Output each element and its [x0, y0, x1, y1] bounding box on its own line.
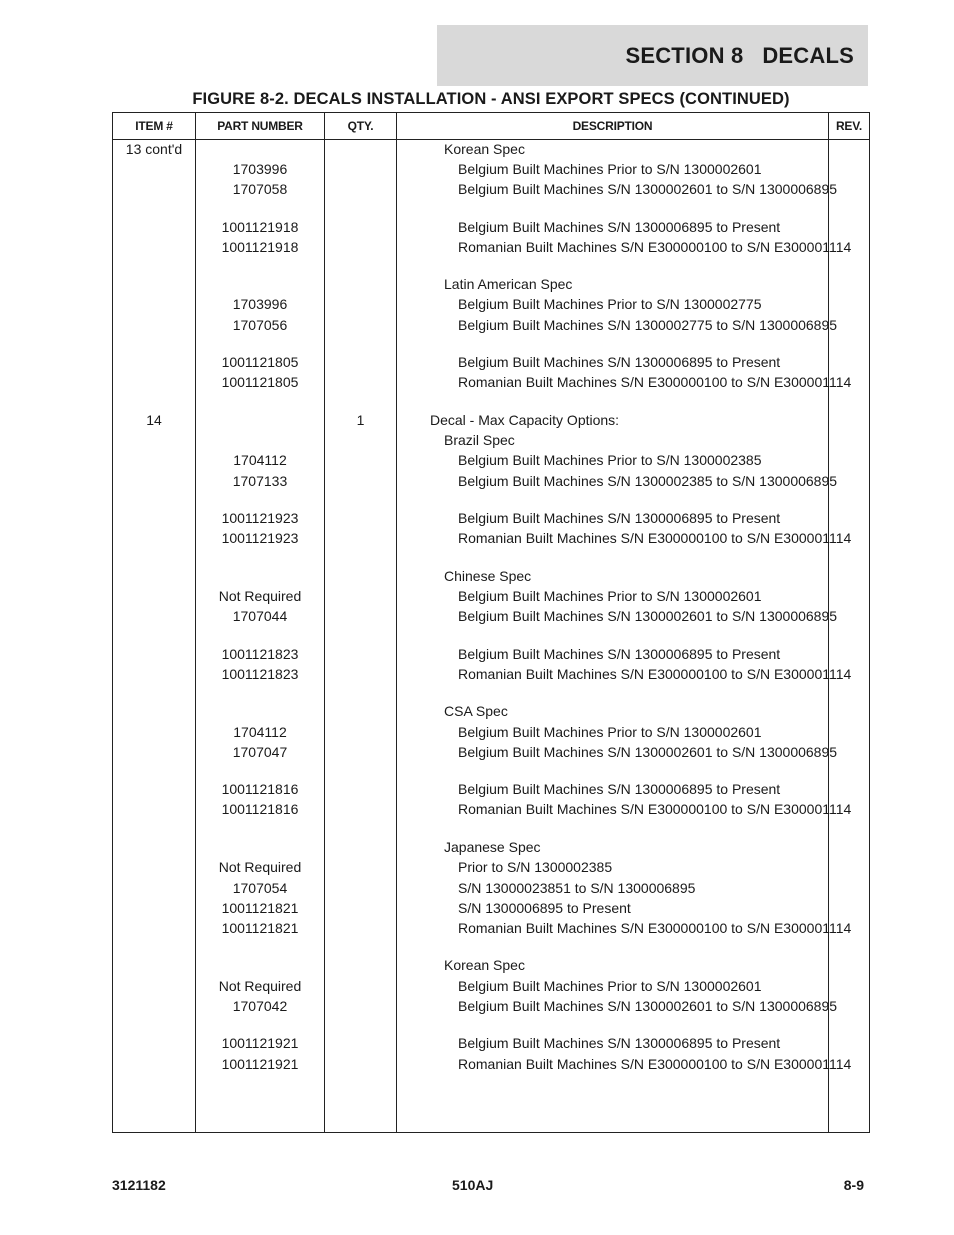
description-cell: Belgium Built Machines Prior to S/N 1300002385 — [458, 452, 762, 468]
description-cell: Belgium Built Machines S/N 1300006895 to Present — [458, 510, 781, 526]
description-cell: Korean Spec — [444, 141, 525, 157]
header-divider — [113, 139, 869, 140]
part-number-cell: 1001121823 — [221, 646, 299, 662]
description-cell: Chinese Spec — [444, 568, 532, 584]
part-number-cell: Not Required — [218, 859, 302, 875]
description-cell: Romanian Built Machines S/N E300000100 to S/N E300001114 — [458, 239, 852, 255]
table-row — [113, 801, 869, 839]
part-number-cell: Not Required — [218, 588, 302, 604]
part-number-cell: 1707058 — [232, 181, 288, 197]
part-number-cell: 1707133 — [232, 473, 288, 489]
description-cell: Belgium Built Machines S/N 1300006895 to Present — [458, 646, 781, 662]
description-cell: Romanian Built Machines S/N E300000100 to S/N E300001114 — [458, 666, 852, 682]
part-number-cell: 1001121805 — [221, 354, 299, 370]
part-number-cell: 1001121918 — [221, 239, 299, 255]
description-cell: Belgium Built Machines Prior to S/N 1300002601 — [458, 161, 762, 177]
description-cell: Belgium Built Machines S/N 1300002601 to S/N 1300006895 — [458, 608, 838, 624]
item-number-cell: 14 — [146, 412, 162, 428]
part-number-cell: 1707042 — [232, 998, 288, 1014]
table-row — [113, 161, 869, 181]
part-number-cell: 1707056 — [232, 317, 288, 333]
description-cell: Belgium Built Machines S/N 1300002601 to S/N 1300006895 — [458, 998, 838, 1014]
description-cell: Belgium Built Machines Prior to S/N 1300002601 — [458, 724, 762, 740]
table-row — [113, 296, 869, 317]
decals-table — [112, 112, 870, 1133]
table-row — [113, 900, 869, 920]
part-number-cell: 1001121923 — [221, 510, 299, 526]
description-cell: Prior to S/N 1300002385 — [458, 859, 613, 875]
description-cell: Belgium Built Machines S/N 1300006895 to Present — [458, 354, 781, 370]
table-row — [113, 608, 869, 646]
table-row — [113, 744, 869, 781]
description-cell: Belgium Built Machines S/N 1300002601 to S/N 1300006895 — [458, 181, 838, 197]
table-row — [113, 703, 869, 724]
description-cell: Belgium Built Machines Prior to S/N 1300002775 — [458, 296, 762, 312]
description-cell: Romanian Built Machines S/N E300000100 to S/N E300001114 — [458, 1056, 852, 1072]
part-number-cell: 1707054 — [232, 880, 288, 896]
description-cell: S/N 13000023851 to S/N 1300006895 — [458, 880, 696, 896]
table-row — [113, 374, 869, 412]
figure-title: FIGURE 8-2. DECALS INSTALLATION - ANSI EXPORT SPECS (CONTINUED) — [192, 90, 790, 108]
description-cell: Belgium Built Machines S/N 1300006895 to Present — [458, 1035, 781, 1051]
table-row — [113, 880, 869, 900]
footer-page-number: 8-9 — [843, 1177, 864, 1193]
description-cell: Japanese Spec — [444, 839, 541, 855]
section-title: SECTION 8 DECALS — [625, 42, 854, 68]
part-number-cell: 1703996 — [232, 296, 288, 312]
part-number-cell: 1001121821 — [221, 920, 299, 936]
table-row — [113, 530, 869, 568]
table-row — [113, 724, 869, 744]
table-row — [113, 239, 869, 276]
column-header-description: DESCRIPTION — [572, 119, 653, 133]
table-body — [113, 141, 869, 1094]
description-cell: Decal - Max Capacity Options: — [430, 412, 620, 428]
description-cell: Romanian Built Machines S/N E300000100 to S/N E300001114 — [458, 374, 852, 390]
table-row — [113, 432, 869, 452]
part-number-cell: 1001121923 — [221, 530, 299, 546]
description-cell: Romanian Built Machines S/N E300000100 to S/N E300001114 — [458, 801, 852, 817]
column-header-item: ITEM # — [135, 119, 173, 133]
footer-doc-number: 3121182 — [112, 1177, 166, 1193]
part-number-cell: 1001121816 — [221, 801, 299, 817]
description-cell: Belgium Built Machines Prior to S/N 1300002601 — [458, 978, 762, 994]
table-row — [113, 219, 869, 239]
part-number-cell: Not Required — [218, 978, 302, 994]
table-row — [113, 412, 869, 432]
section-banner — [437, 25, 868, 86]
description-cell: CSA Spec — [444, 703, 508, 719]
table-row — [113, 568, 869, 588]
table-row — [113, 957, 869, 978]
part-number-cell: 1001121821 — [221, 900, 299, 916]
qty-cell: 1 — [356, 412, 365, 428]
table-row — [113, 646, 869, 666]
part-number-cell: 1001121805 — [221, 374, 299, 390]
part-number-cell: 1001121921 — [221, 1056, 299, 1072]
description-cell: Korean Spec — [444, 957, 525, 973]
table-row — [113, 1035, 869, 1056]
description-cell: Belgium Built Machines S/N 1300002775 to S/N 1300006895 — [458, 317, 838, 333]
table-row — [113, 588, 869, 608]
description-cell: Romanian Built Machines S/N E300000100 to S/N E300001114 — [458, 920, 852, 936]
table-row — [113, 452, 869, 473]
table-row — [113, 510, 869, 530]
table-row — [113, 181, 869, 219]
part-number-cell: 1707044 — [232, 608, 288, 624]
description-cell: Belgium Built Machines S/N 1300006895 to Present — [458, 219, 781, 235]
table-row — [113, 354, 869, 374]
part-number-cell: 1703996 — [232, 161, 288, 177]
item-number-cell: 13 cont'd — [125, 141, 183, 157]
part-number-cell: 1707047 — [232, 744, 288, 760]
description-cell: Latin American Spec — [444, 276, 573, 292]
footer-model: 510AJ — [452, 1177, 494, 1193]
table-row — [113, 781, 869, 801]
table-row — [113, 473, 869, 510]
table-row — [113, 1056, 869, 1094]
description-cell: Brazil Spec — [444, 432, 515, 448]
table-row — [113, 141, 869, 161]
table-row — [113, 666, 869, 703]
table-row — [113, 317, 869, 354]
table-row — [113, 920, 869, 957]
column-header-rev: REV. — [835, 119, 863, 133]
description-cell: Romanian Built Machines S/N E300000100 to S/N E300001114 — [458, 530, 852, 546]
table-row — [113, 998, 869, 1035]
column-header-part-number: PART NUMBER — [217, 119, 303, 133]
description-cell: Belgium Built Machines S/N 1300002601 to S/N 1300006895 — [458, 744, 838, 760]
part-number-cell: 1001121918 — [221, 219, 299, 235]
part-number-cell: 1704112 — [233, 724, 287, 740]
part-number-cell: 1704112 — [233, 452, 287, 468]
part-number-cell: 1001121816 — [221, 781, 299, 797]
description-cell: S/N 1300006895 to Present — [458, 900, 631, 916]
description-cell: Belgium Built Machines Prior to S/N 1300002601 — [458, 588, 762, 604]
part-number-cell: 1001121823 — [221, 666, 299, 682]
table-row — [113, 859, 869, 880]
column-header-qty: QTY. — [347, 119, 374, 133]
table-row — [113, 839, 869, 859]
description-cell: Belgium Built Machines S/N 1300002385 to S/N 1300006895 — [458, 473, 838, 489]
description-cell: Belgium Built Machines S/N 1300006895 to Present — [458, 781, 781, 797]
part-number-cell: 1001121921 — [221, 1035, 299, 1051]
table-row — [113, 978, 869, 998]
table-row — [113, 276, 869, 296]
